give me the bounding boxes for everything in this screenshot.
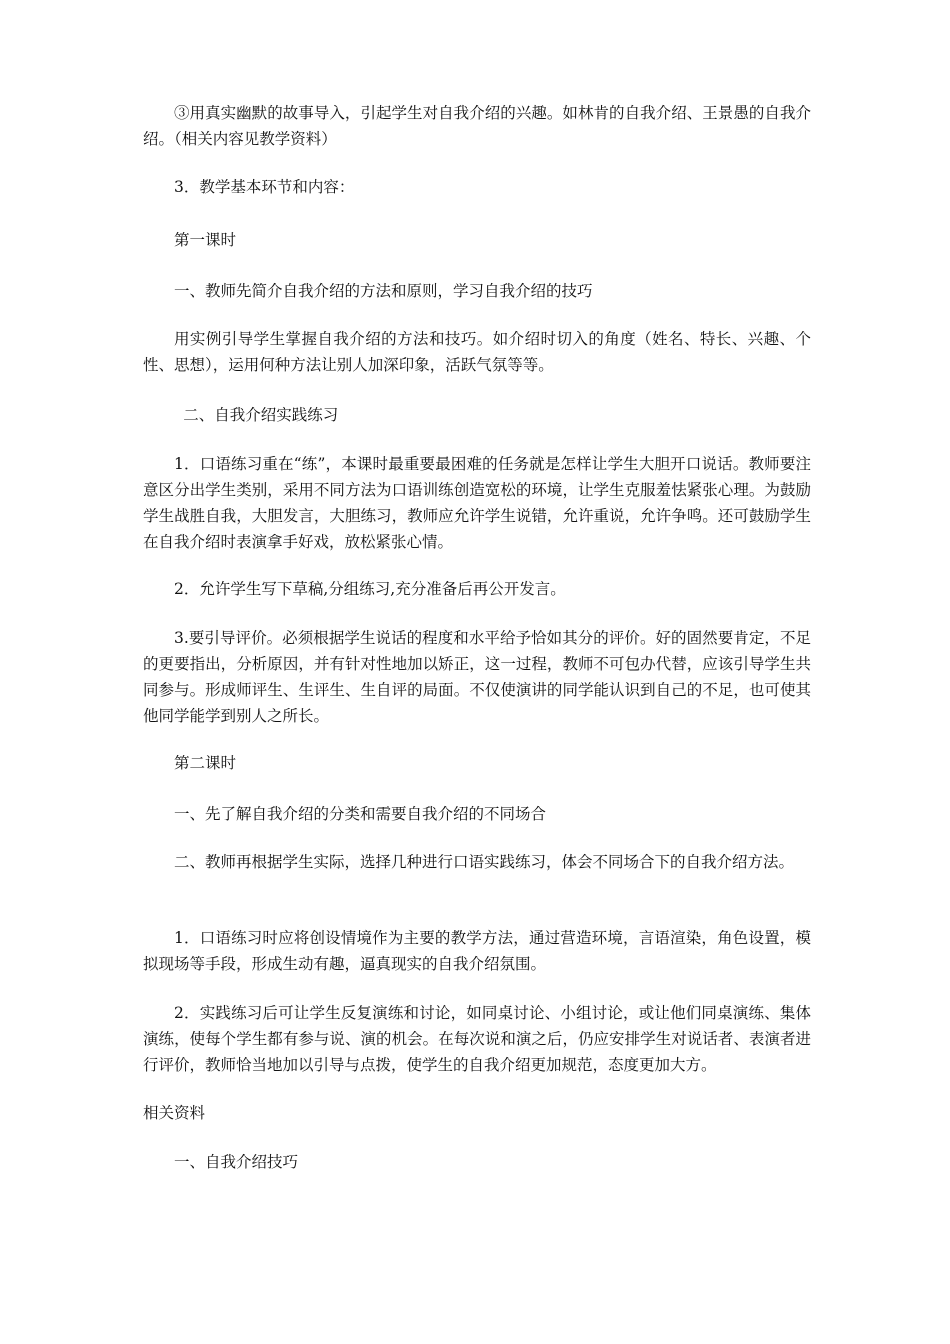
paragraph-self-intro-skills: 一、自我介绍技巧 xyxy=(174,1153,299,1171)
paragraph-oral-item-1: 1．口语练习时应将创设情境作为主要的教学方法，通过营造环境，言语渲染，角色设置，模拟现场等手段，形成生动有趣，逼真现实的自我介绍氛围。 xyxy=(143,929,811,973)
paragraph-second-lesson: 第二课时 xyxy=(174,754,237,772)
paragraph-practice-item-3: 3.要引导评价。必须根据学生说话的程度和水平给予恰如其分的评价。好的固然要肯定，不足的更要指出，分析原因，并有针对性地加以矫正，这一过程，教师不可包办代替，应该引导学生共同参与。形成师评生、生评生、生自评的局面。不仅使演讲的同学能认识到自己的不足，也可使其他同学能学到别人之所长。 xyxy=(143,629,811,725)
paragraph-practice-item-1: 1．口语练习重在“练”，本课时最重要最困难的任务就是怎样让学生大胆开口说话。教师要注意区分出学生类别，采用不同方法为口语训练创造宽松的环境，让学生克服羞怯紧张心理。为鼓励学生战胜自我，大胆发言，大胆练习，教师应允许学生说错，允许重说，允许争鸣。还可鼓励学生在自我介绍时表演拿手好戏，放松紧张心情。 xyxy=(143,455,811,551)
paragraph-oral-item-2: 2．实践练习后可让学生反复演练和讨论，如同桌讨论、小组讨论，或让他们同桌演练、集体演练，使每个学生都有参与说、演的机会。在每次说和演之后，仍应安排学生对说话者、表演者进行评价，教师恰当地加以引导与点拨，使学生的自我介绍更加规范，态度更加大方。 xyxy=(143,1004,811,1074)
paragraph-section-oral-practice: 二、教师再根据学生实际，选择几种进行口语实践练习，体会不同场合下的自我介绍方法。 xyxy=(174,853,795,871)
paragraph-section-categories: 一、先了解自我介绍的分类和需要自我介绍的不同场合 xyxy=(174,805,547,823)
paragraph-practice-item-2: 2．允许学生写下草稿,分组练习,充分准备后再公开发言。 xyxy=(174,580,566,598)
paragraph-basic-steps-heading: 3．教学基本环节和内容： xyxy=(174,178,355,196)
paragraph-related-materials: 相关资料 xyxy=(143,1104,206,1122)
paragraph-section-practice: 二、自我介绍实践练习 xyxy=(183,406,339,424)
paragraph-section-methods: 一、教师先简介自我介绍的方法和原则，学习自我介绍的技巧 xyxy=(174,282,593,300)
paragraph-story-intro: ③用真实幽默的故事导入，引起学生对自我介绍的兴趣。如林肯的自我介绍、王景愚的自我介绍。（相关内容见教学资料） xyxy=(143,104,811,148)
paragraph-example-guidance: 用实例引导学生掌握自我介绍的方法和技巧。如介绍时切入的角度（姓名、特长、兴趣、个性、思想），运用何种方法让别人加深印象，活跃气氛等等。 xyxy=(143,330,811,374)
paragraph-first-lesson: 第一课时 xyxy=(174,231,237,249)
